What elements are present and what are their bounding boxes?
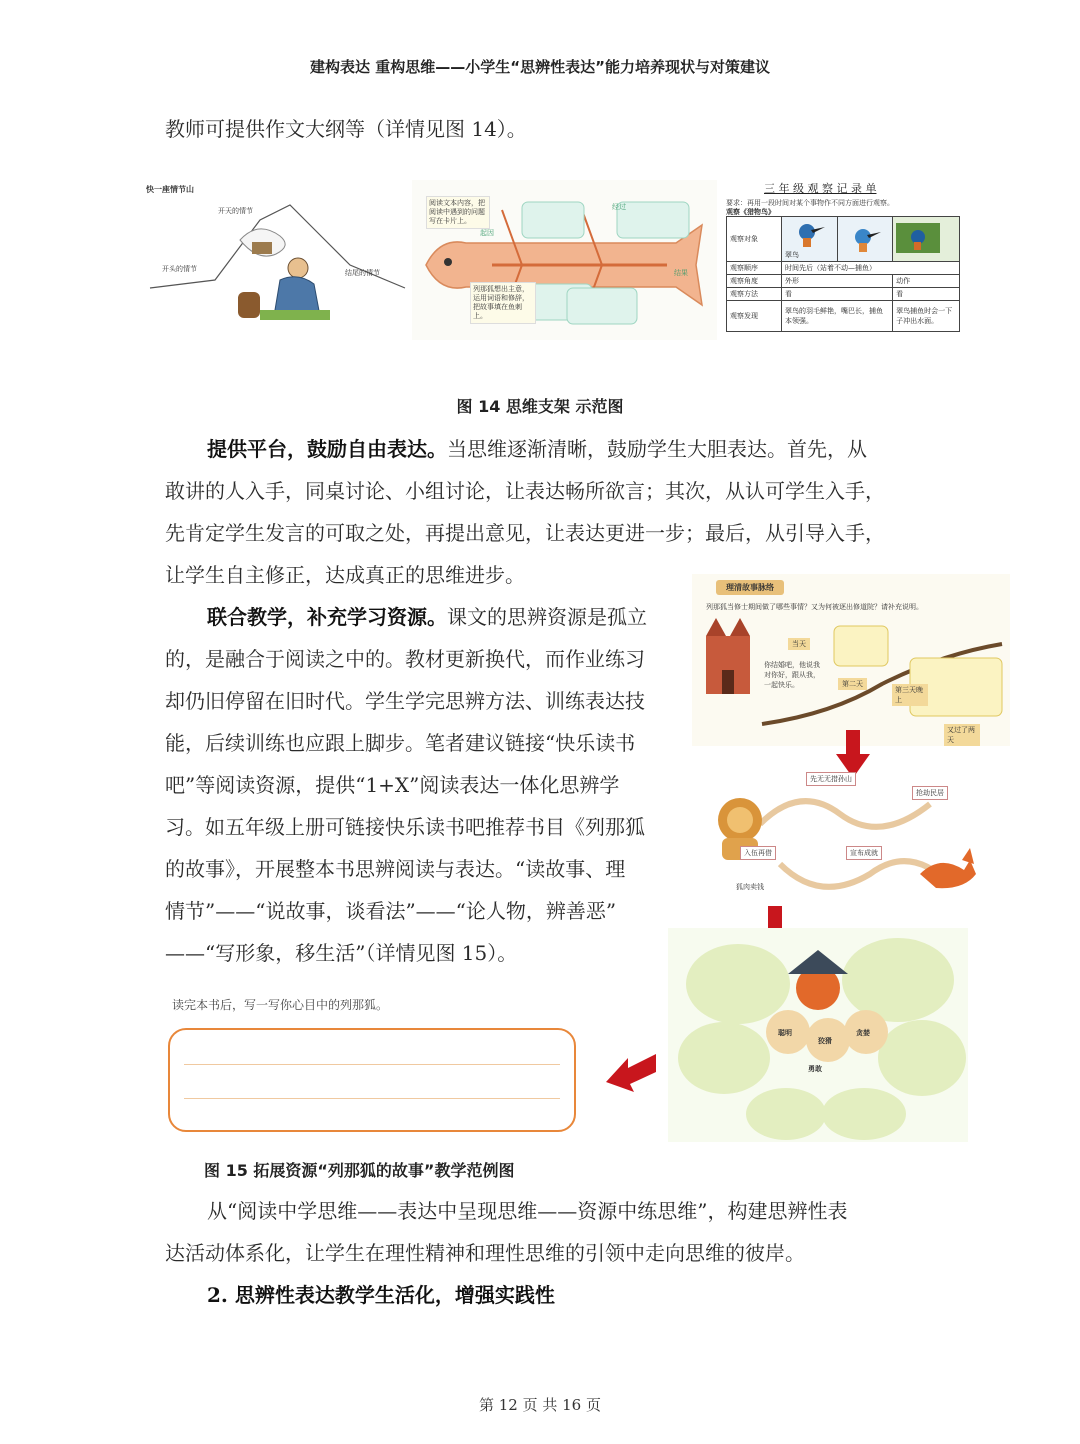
trait-bubble-6 xyxy=(822,1088,906,1140)
fox-ear xyxy=(962,848,974,864)
writing-box xyxy=(168,1028,576,1132)
fish-label-tail: 结果 xyxy=(674,269,688,277)
record-row xyxy=(727,301,960,332)
para3-line: 达活动体系化，让学生在理性精神和理性思维的引领中走向思维的彼岸。 xyxy=(165,1241,805,1265)
record-row xyxy=(727,288,960,301)
record-label: 观察方法 xyxy=(727,288,782,301)
mountain-plot-diagram xyxy=(140,180,410,340)
paragraph-system xyxy=(165,1190,925,1274)
castle-tower-1 xyxy=(706,618,726,636)
para1-line: 先肯定学生发言的可取之处，再提出意见，让表达更进一步；最后，从引导入手， xyxy=(165,521,885,545)
record-label: 观察顺序 xyxy=(727,262,782,275)
record-cell: 看 xyxy=(893,288,960,301)
mountain-svg xyxy=(140,180,410,340)
para1-lead: 提供平台，鼓励自由表达。 xyxy=(207,437,447,461)
trait-bubble-4 xyxy=(878,1020,966,1096)
map-label-5: 狐肉卖钱 xyxy=(736,883,764,891)
trait-label-3: 贪婪 xyxy=(856,1029,870,1037)
para3-line: 从“阅读中学思维——表达中呈现思维——资源中练思维”，构建思辨性表 xyxy=(207,1199,848,1223)
record-subject: 观察《猎物鸟》 xyxy=(726,208,775,216)
para2-line: 课文的思辨资源是孤立 xyxy=(447,605,647,629)
intro-line: 教师可提供作文大纲等（详情见图 14）。 xyxy=(165,117,527,141)
story-label-day2: 第二天 xyxy=(838,678,867,690)
story-timeline-panel xyxy=(692,574,1010,746)
para2-line: 习。如五年级上册可链接快乐读书吧推荐书目《列那狐 xyxy=(165,815,645,839)
para2-line: 的故事》，开展整本书思辨阅读与表达。“读故事、理 xyxy=(165,857,626,881)
writing-line xyxy=(184,1064,560,1065)
story-label-day3: 第三天晚上 xyxy=(892,684,928,706)
person-head xyxy=(288,258,308,278)
record-cell: 时间先后（站着不动—捕鱼） xyxy=(782,262,960,275)
record-cell: 翠鸟捕鱼时会一下子冲出水面。 xyxy=(893,301,960,332)
lion-face xyxy=(727,807,753,833)
character-analysis-panel xyxy=(668,928,968,1142)
story-card-1 xyxy=(834,626,888,666)
record-row xyxy=(727,275,960,288)
kingfisher-photo-1: 翠鸟 xyxy=(782,217,838,262)
story-label-day5: 又过了两天 xyxy=(944,724,980,746)
record-cell: 动作 xyxy=(893,275,960,288)
para1-line: 让学生自主修正，达成真正的思维进步。 xyxy=(165,563,525,587)
red-arrow-left-icon xyxy=(606,1054,658,1094)
trait-label-1: 聪明 xyxy=(778,1029,792,1037)
mountain-label-left: 开头的情节 xyxy=(162,265,197,273)
para1-line: 当思维逐渐清晰，鼓励学生大胆表达。首先，从 xyxy=(447,437,867,461)
story-banner: 理清故事脉络 xyxy=(716,580,784,595)
paragraph-platform xyxy=(165,428,925,596)
story-svg xyxy=(692,574,1010,746)
page-footer: 第 12 页 共 16 页 xyxy=(478,1396,601,1414)
story-note: 你结婚吧，他说我对你好，跟从我，一起快乐。 xyxy=(764,661,820,689)
fishbone-diagram xyxy=(412,180,717,340)
map-label-4: 宣布成就 xyxy=(846,846,882,860)
fish-card-4 xyxy=(567,288,637,324)
mindmap-curve-1 xyxy=(760,801,930,827)
paragraph-resources xyxy=(165,596,685,974)
record-table xyxy=(726,216,960,332)
record-cell: 看 xyxy=(782,288,893,301)
section-heading-2: 2. 思辨性表达教学生活化，增强实践性 xyxy=(207,1283,555,1307)
map-label-1: 先无无措孙山 xyxy=(806,772,856,786)
trait-label-2: 狡猾 xyxy=(818,1037,832,1045)
mountain-label-peak: 开天的情节 xyxy=(218,207,253,215)
record-label: 观察对象 xyxy=(727,217,782,262)
trait-bubble-1 xyxy=(686,944,790,1024)
trait-bubble-2 xyxy=(842,938,954,1022)
figure15-caption: 图 15 拓展资源“列那狐的故事”教学范例图 xyxy=(204,1161,515,1180)
para2-lead: 联合教学，补充学习资源。 xyxy=(207,605,447,629)
fish-label-mid: 经过 xyxy=(612,203,626,211)
writing-line xyxy=(184,1098,560,1099)
para2-line: 能，后续训练也应跟上脚步。笔者建议链接“快乐读书 xyxy=(165,731,636,755)
fox-hat xyxy=(788,950,848,974)
story-question: 列那狐当修士期间做了哪些事情？又为何被逐出修道院？请补充说明。 xyxy=(706,603,923,611)
record-cell: 外形 xyxy=(782,275,893,288)
figure14-caption: 图 14 思维支架 示范图 xyxy=(456,397,624,416)
pot-object xyxy=(238,292,260,318)
record-subtitle: 要求：再用一段时间对某个事物作不同方面进行观察。 xyxy=(726,199,894,207)
castle-door xyxy=(722,670,734,694)
para2-line: 情节”——“说故事，谈看法”——“论人物，辨善恶” xyxy=(165,899,617,923)
para1-line: 敢讲的人入手，同桌讨论、小组讨论，让表达畅所欲言；其次，从认可学生入手， xyxy=(165,479,885,503)
para2-line: 的，是融合于阅读之中的。教材更新换代，而作业练习 xyxy=(165,647,645,671)
mountain-label-right: 结尾的情节 xyxy=(345,269,380,277)
trait-label-4: 勇敢 xyxy=(808,1065,822,1073)
fish-eye xyxy=(444,258,452,266)
character-mindmap-panel xyxy=(700,764,990,914)
record-title: 三 年 级 观 察 记 录 单 xyxy=(764,182,877,195)
kingfisher-photo-2 xyxy=(837,217,893,262)
grass-base xyxy=(260,310,330,320)
fish-card-2 xyxy=(617,202,689,238)
map-label-2: 抢劫民居 xyxy=(912,786,948,800)
record-label: 观察角度 xyxy=(727,275,782,288)
fish-card-1 xyxy=(522,202,584,238)
page-header: 建构表达 重构思维——小学生“思辨性表达”能力培养现状与对策建议 xyxy=(310,58,770,76)
story-label-day1: 当天 xyxy=(788,638,810,650)
para2-line: ——“写形象，移生活”（详情见图 15）。 xyxy=(165,941,518,965)
trait-bubble-3 xyxy=(678,1022,770,1094)
kingfisher-photo-3 xyxy=(893,217,960,262)
map-label-3: 入伍再借 xyxy=(740,846,776,860)
observation-record-sheet xyxy=(724,180,962,330)
para2-line: 却仍旧停留在旧时代。学生学完思辨方法、训练表达技 xyxy=(165,689,645,713)
character-svg xyxy=(668,928,968,1142)
bubble-figure xyxy=(252,242,272,254)
trait-bubble-5 xyxy=(746,1088,826,1140)
fish-note-bottom: 列那狐想出主意，运用词语和修辞，把故事填在鱼刺上。 xyxy=(470,282,536,324)
record-row xyxy=(727,262,960,275)
para2-line: 吧”等阅读资源，提供“1+X”阅读表达一体化思辨学 xyxy=(165,773,620,797)
fish-label-head: 起因 xyxy=(480,229,494,237)
fish-note-top: 阅读文本内容，把阅读中遇到的问题写在卡片上。 xyxy=(426,196,490,229)
record-row xyxy=(727,217,960,262)
mountain-title: 快一座情节山 xyxy=(146,185,194,194)
record-cell: 翠鸟的羽毛鲜艳，嘴巴长，捕鱼本领强。 xyxy=(782,301,893,332)
writing-prompt: 读完本书后，写一写你心目中的列那狐。 xyxy=(172,998,389,1012)
record-label: 观察发现 xyxy=(727,301,782,332)
castle-tower-2 xyxy=(730,618,750,636)
